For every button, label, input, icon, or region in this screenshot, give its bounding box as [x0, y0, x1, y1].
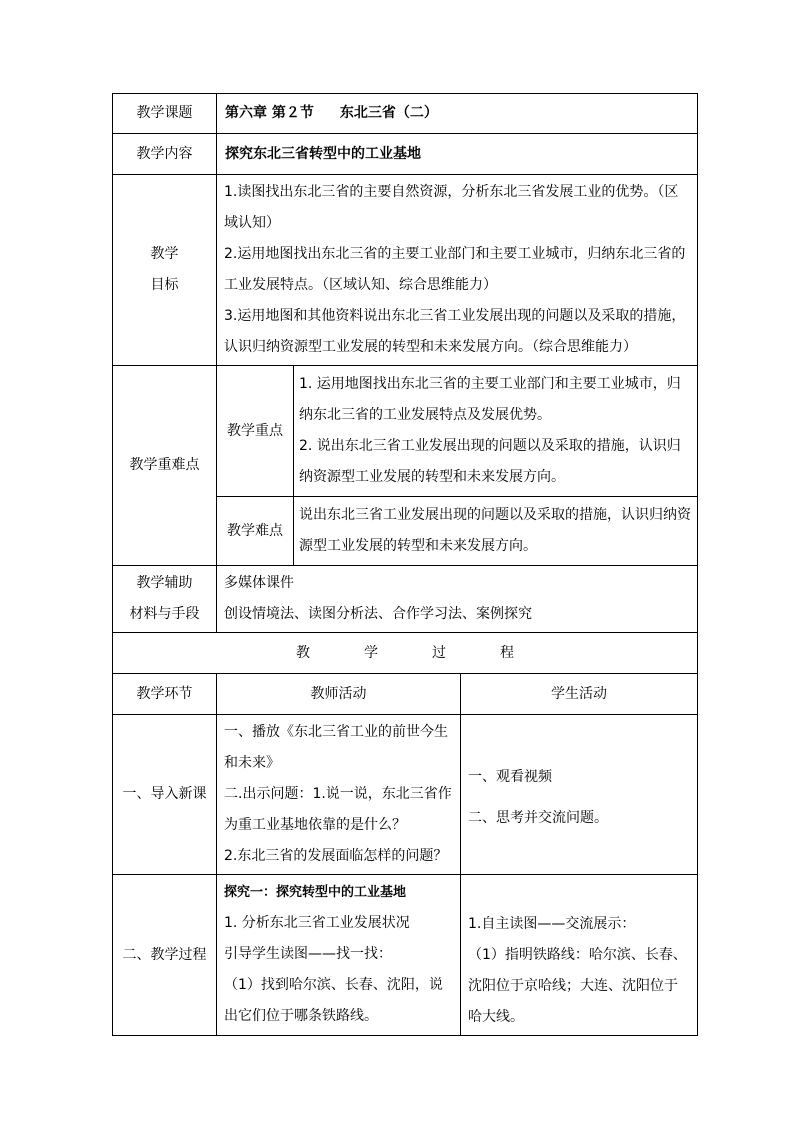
- row-column-headers: [113, 674, 698, 715]
- student-activity-line: （1）指明铁路线：哈尔滨、长春、沈阳位于京哈线；大连、沈阳位于哈大线。: [468, 947, 687, 1025]
- teacher-activity-intro: [217, 715, 461, 875]
- process-char: 过: [432, 644, 446, 661]
- topic-text: 东北三省（二）: [339, 105, 438, 121]
- process-header: [113, 633, 698, 674]
- teacher-activity-line: 引导学生读图——找一找：: [224, 945, 392, 962]
- row-key-points: [113, 366, 698, 497]
- key-point-item: 1. 运用地图找出东北三省的主要工业部门和主要工业城市，归纳东北三省的工业发展特点及发展优势。: [299, 376, 681, 423]
- process-char: 程: [500, 644, 514, 661]
- label-aids-line2: 材料与手段: [129, 606, 200, 622]
- student-activity-line: 1.自主读图——交流展示：: [468, 916, 636, 932]
- teacher-activity-heading: 探究一：探究转型中的工业基地: [224, 884, 407, 900]
- key-point-item: 2. 说出东北三省工业发展出现的问题以及采取的措施，认识归纳资源型工业发展的转型和未来发展方向。: [299, 438, 681, 485]
- teacher-activity-line: 一、播放《东北三省工业的前世今生和未来》: [224, 724, 448, 771]
- row-lesson-title: [113, 94, 698, 134]
- col-header-student: 学生活动: [461, 674, 698, 715]
- label-goals-line2: 目标: [150, 277, 179, 293]
- teacher-activity-line: 二.出示问题：1.说一说，东北三省作为重工业基地依靠的是什么？: [224, 786, 452, 833]
- lesson-title: [217, 94, 698, 134]
- goals-list: [217, 175, 698, 366]
- label-goals: [113, 175, 217, 366]
- label-goals-line1: 教学: [150, 246, 179, 262]
- row-goals: [113, 175, 698, 366]
- student-activity-intro: [461, 715, 698, 875]
- row-aids: [113, 566, 698, 633]
- process-char: 学: [364, 644, 378, 661]
- col-header-teacher: 教师活动: [217, 674, 461, 715]
- chapter-text: 第六章 第２节: [225, 105, 314, 121]
- teacher-activity-process: [217, 875, 461, 1036]
- student-activity-line: 一、观看视频: [468, 769, 552, 785]
- teacher-activity-line: 2.东北三省的发展面临怎样的问题？: [224, 848, 448, 864]
- lesson-content: 探究东北三省转型中的工业基地: [217, 134, 698, 175]
- row-step-process: [113, 875, 698, 1036]
- row-step-intro: [113, 715, 698, 875]
- label-lesson-title: 教学课题: [113, 94, 217, 134]
- label-key-difficult: 教学重难点: [113, 366, 217, 566]
- row-lesson-content: [113, 134, 698, 175]
- label-lesson-content: 教学内容: [113, 134, 217, 175]
- goal-item: 1.读图找出东北三省的主要自然资源，分析东北三省发展工业的优势。（区域认知）: [224, 184, 679, 231]
- col-header-stage: 教学环节: [113, 674, 217, 715]
- label-aids: [113, 566, 217, 633]
- goal-item: 2.运用地图找出东北三省的主要工业部门和主要工业城市，归纳东北三省的工业发展特点。（区域认知、综合思维能力）: [224, 246, 686, 293]
- aids-text: [217, 566, 698, 633]
- stage-intro: 一、导入新课: [113, 715, 217, 875]
- student-activity-process: [461, 875, 698, 1036]
- row-process-header: [113, 633, 698, 674]
- stage-process: 二、教学过程: [113, 875, 217, 1036]
- key-points-list: [294, 366, 698, 497]
- difficult-points-text: 说出东北三省工业发展出现的问题以及采取的措施，认识归纳资源型工业发展的转型和未来发展方向。: [294, 497, 698, 566]
- label-difficult-points: 教学难点: [217, 497, 294, 566]
- goal-item: 3.运用地图和其他资料说出东北三省工业发展出现的问题以及采取的措施，认识归纳资源型工业发展的转型和未来发展方向。（综合思维能力）: [224, 308, 686, 355]
- process-char: 教: [296, 644, 310, 661]
- student-activity-line: 二、思考并交流问题。: [468, 810, 608, 826]
- aids-line2: 创设情境法、读图分析法、合作学习法、案例探究: [224, 606, 532, 622]
- teacher-activity-line: 1. 分析东北三省工业发展状况: [224, 914, 410, 931]
- teacher-activity-line: （1）找到哈尔滨、长春、沈阳，说出它们位于哪条铁路线。: [224, 976, 443, 1024]
- aids-line1: 多媒体课件: [224, 575, 294, 591]
- lesson-plan-table: [112, 93, 698, 1036]
- label-key-points: 教学重点: [217, 366, 294, 497]
- label-aids-line1: 教学辅助: [136, 575, 193, 591]
